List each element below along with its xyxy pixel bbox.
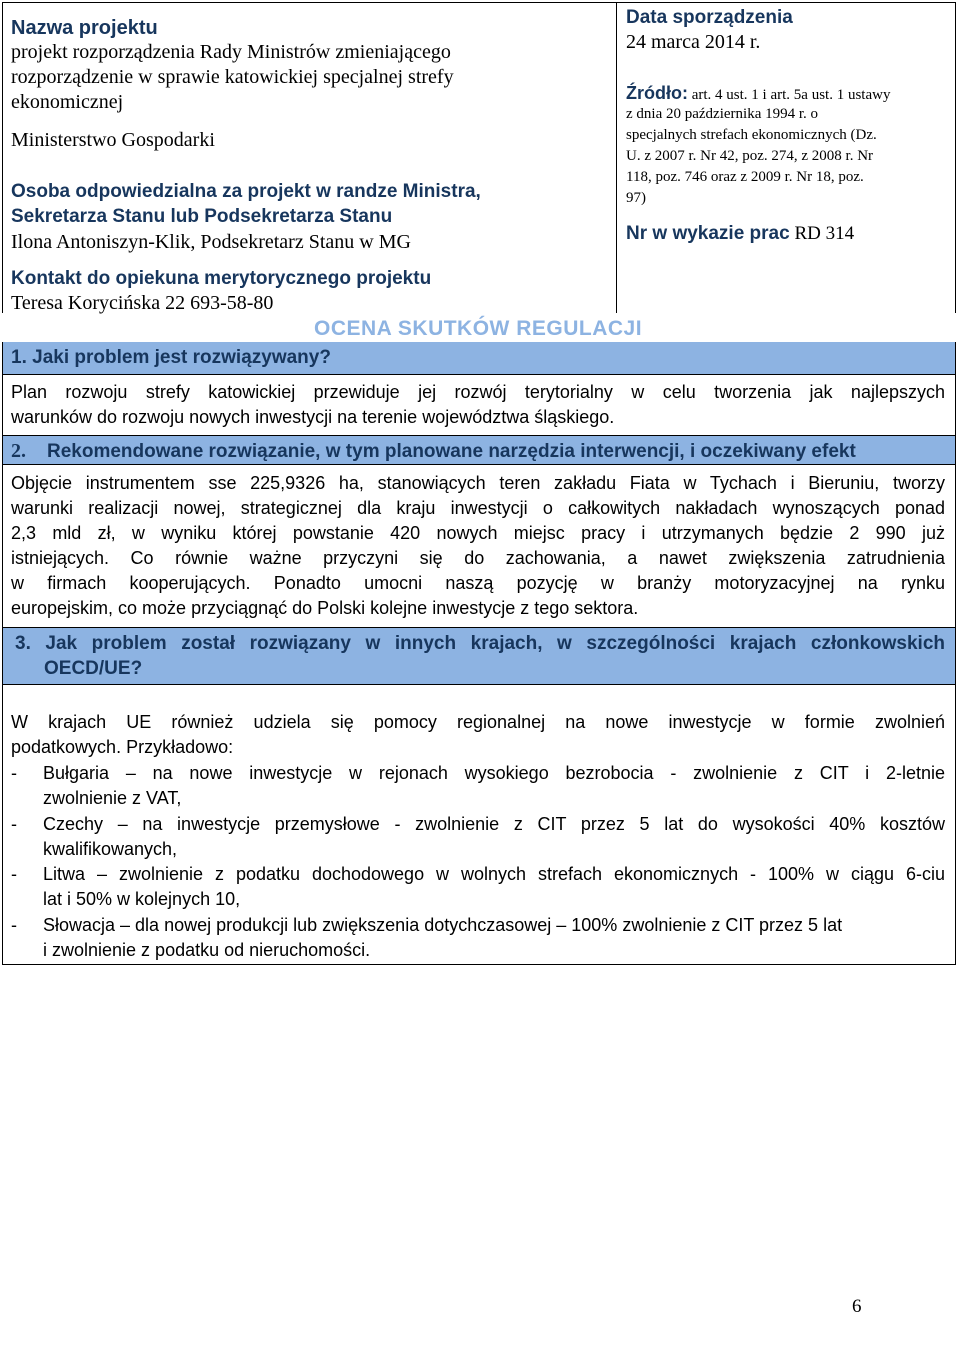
responsible-label-line-1: Osoba odpowiedzialna za projekt w randze Ministra, — [11, 181, 481, 202]
source-line-3: specjalnych strefach ekonomicznych (Dz. — [626, 127, 877, 143]
section-3-body — [2, 685, 956, 965]
project-name-line-3: ekonomicznej — [11, 91, 124, 113]
section-2-line-6: europejskim, co może przyciągnąć do Polski kolejne inwestycje z tego sektora. — [11, 598, 639, 618]
header-right-panel — [616, 2, 956, 313]
section-2-header — [2, 435, 956, 465]
worklist-value: RD 314 — [794, 223, 855, 244]
section-3-heading-line-2: OECD/UE? — [44, 658, 143, 679]
list-item-2-line-1: Czechy – na inwestycje przemysłowe - zwolnienie z CIT przez 5 lat do wysokości 40% kosztów — [43, 814, 945, 834]
list-item-1-line-1: Bułgaria – na nowe inwestycje w rejonach wysokiego bezrobocia - zwolnienie z CIT i 2-letnie — [43, 763, 945, 783]
source-line-4: U. z 2007 r. Nr 42, poz. 274, z 2008 r. Nr — [626, 148, 874, 164]
list-item-1-line-2: zwolnienie z VAT, — [43, 788, 182, 808]
ministry-name: Ministerstwo Gospodarki — [11, 129, 215, 151]
section-2-number: 2. — [11, 440, 26, 462]
page-number: 6 — [852, 1296, 862, 1317]
source-label: Źródło: — [626, 83, 688, 103]
ocena-title: OCENA SKUTKÓW REGULACJI — [314, 317, 643, 340]
contact-label: Kontakt do opiekuna merytorycznego projektu — [11, 268, 432, 289]
worklist-label: Nr w wykazie prac — [626, 223, 790, 244]
list-bullet: - — [11, 915, 17, 935]
source-line-6: 97) — [626, 190, 646, 206]
list-bullet: - — [11, 864, 17, 884]
date-value: 24 marca 2014 r. — [626, 31, 761, 53]
list-bullet: - — [11, 814, 17, 834]
section-2-body — [2, 465, 956, 627]
list-item-4-line-2: i zwolnienie z podatku od nieruchomości. — [43, 940, 371, 960]
project-name-label: Nazwa projektu — [11, 17, 158, 39]
section-1-header — [2, 342, 956, 375]
list-item-3-line-2: lat i 50% w kolejnych 10, — [43, 889, 241, 909]
section-1-line-1: Plan rozwoju strefy katowickiej przewiduje jej rozwój terytorialny w celu tworzenia jak najlepszych — [11, 382, 945, 402]
worklist-row — [626, 222, 854, 246]
source-block — [626, 83, 956, 106]
section-3-header — [2, 627, 956, 685]
responsible-person: Ilona Antoniszyn-Klik, Podsekretarz Stanu w MG — [11, 231, 411, 253]
project-name-line-2: rozporządzenie w sprawie katowickiej specjalnej strefy — [11, 66, 454, 88]
project-name-line-1: projekt rozporządzenia Rady Ministrów zmieniającego — [11, 41, 451, 63]
section-1-line-2: warunków do rozwoju nowych inwestycji na terenie województwa śląskiego. — [11, 407, 615, 427]
source-line-1: art. 4 ust. 1 i art. 5a ust. 1 ustawy — [691, 87, 891, 103]
section-2-line-5: w firmach kooperujących. Ponadto umocni naszą pozycję w branży motoryzacyjnej na rynku — [11, 573, 945, 593]
section-2-line-2: warunki realizacji nowej, strategicznej dla kraju inwestycji o całkowitych nakładach wynoszących ponad — [11, 498, 945, 518]
section-2-line-3: 2,3 mld zł, w wyniku której powstanie 420 nowych miejsc pracy i utrzymanych będzie 2 990 już — [11, 523, 945, 543]
list-item-3-line-1: Litwa – zwolnienie z podatku dochodowego w wolnych strefach ekonomicznych - 100% w ciągu 6-ciu — [43, 864, 945, 884]
contact-value: Teresa Korycińska 22 693-58-80 — [11, 292, 274, 314]
list-bullet: - — [11, 763, 17, 783]
header-left-panel — [2, 2, 617, 313]
section-1-heading: 1. Jaki problem jest rozwiązywany? — [11, 347, 331, 368]
section-3-intro-line-1: W krajach UE również udziela się pomocy regionalnej na nowe inwestycje w formie zwolnień — [11, 712, 945, 732]
date-label: Data sporządzenia — [626, 7, 793, 28]
regulatory-impact-form — [2, 2, 956, 962]
section-3-heading-line-1: 3. Jak problem został rozwiązany w innych krajach, w szczególności krajach członkowskich — [15, 633, 945, 654]
responsible-label-line-2: Sekretarza Stanu lub Podsekretarza Stanu — [11, 206, 393, 227]
source-line-2: z dnia 20 października 1994 r. o — [626, 106, 819, 122]
list-item-2-line-2: kwalifikowanych, — [43, 839, 178, 859]
section-1-body — [2, 375, 956, 435]
source-line-5: 118, poz. 746 oraz z 2009 r. Nr 18, poz. — [626, 169, 864, 185]
list-item-4-line-1: Słowacja – dla nowej produkcji lub zwiększenia dotychczasowej – 100% zwolnienie z CIT przez 5 lat — [43, 915, 843, 935]
section-2-line-1: Objęcie instrumentem sse 225,9326 ha, stanowiących teren zakładu Fiata w Tychach i Bieruniu, tworzy — [11, 473, 945, 493]
section-2-heading: Rekomendowane rozwiązanie, w tym planowane narzędzia interwencji, i oczekiwany efekt — [47, 441, 856, 462]
section-3-intro-line-2: podatkowych. Przykładowo: — [11, 737, 234, 757]
section-2-line-4: istniejących. Co równie ważne przyczyni się do zachowania, a nawet zwiększenia zatrudnienia — [11, 548, 945, 568]
